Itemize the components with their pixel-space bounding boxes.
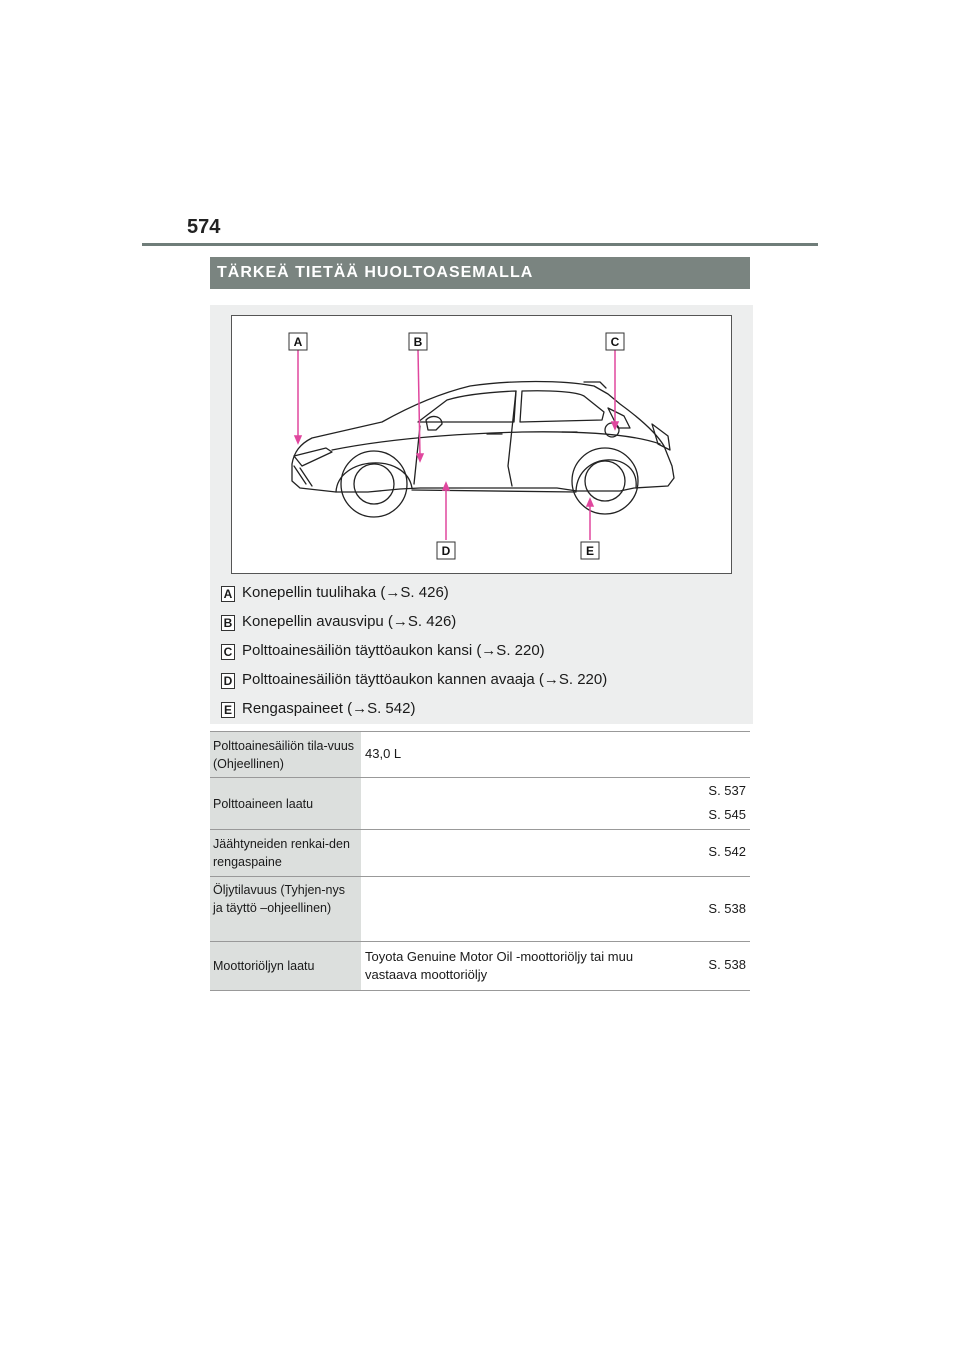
spec-ref: S. 538 <box>708 901 746 916</box>
callout-c <box>606 333 624 350</box>
spec-ref: S. 542 <box>708 844 746 859</box>
svg-text:B: B <box>413 335 423 349</box>
table-row <box>210 942 750 991</box>
spec-value: Toyota Genuine Motor Oil -moottoriöljy tai muu vastaava moottoriöljy <box>365 949 634 982</box>
table-row <box>210 877 750 942</box>
car-illustration <box>232 316 733 575</box>
table-row <box>210 830 750 877</box>
svg-text:D: D <box>441 544 451 558</box>
callout-e <box>581 542 599 559</box>
spec-label: Jäähtyneiden renkai-den rengaspaine <box>210 830 361 876</box>
legend-key: B <box>221 615 235 631</box>
spec-table <box>210 731 750 991</box>
legend-text: Rengaspaineet (→S. 542) <box>242 700 416 717</box>
callout-a <box>289 333 307 350</box>
table-row <box>210 778 750 830</box>
callout-b <box>409 333 427 350</box>
legend-key: D <box>221 673 235 689</box>
spec-ref: S. 538 <box>708 957 746 972</box>
spec-value: 43,0 L <box>365 746 402 761</box>
spec-label: Öljytilavuus (Tyhjen-nys ja täyttö –ohjeellinen) <box>210 877 361 941</box>
svg-text:A: A <box>293 335 303 349</box>
callout-d <box>437 542 455 559</box>
car-figure <box>231 315 732 574</box>
svg-text:E: E <box>585 544 595 558</box>
spec-ref: S. 537 <box>708 783 746 798</box>
legend-text: Polttoainesäiliön täyttöaukon kansi (→S. 220) <box>242 642 545 659</box>
legend-text: Konepellin avausvipu (→S. 426) <box>242 613 457 630</box>
spec-ref: S. 545 <box>708 807 746 822</box>
legend-text: Polttoainesäiliön täyttöaukon kannen avaaja (→S. 220) <box>242 671 608 688</box>
table-row <box>210 732 750 778</box>
section-title: TÄRKEÄ TIETÄÄ HUOLTOASEMALLA <box>210 257 750 289</box>
spec-label: Polttoainesäiliön tila-vuus (Ohjeellinen) <box>210 732 361 777</box>
spec-label: Moottoriöljyn laatu <box>210 942 361 990</box>
page-number: 574 <box>187 216 221 238</box>
spec-label: Polttoaineen laatu <box>210 778 361 829</box>
top-rule <box>142 243 818 246</box>
svg-text:C: C <box>610 335 620 349</box>
legend-key: A <box>221 586 235 602</box>
legend-key: E <box>221 702 235 718</box>
legend-text: Konepellin tuulihaka (→S. 426) <box>242 584 449 601</box>
legend-key: C <box>221 644 235 660</box>
